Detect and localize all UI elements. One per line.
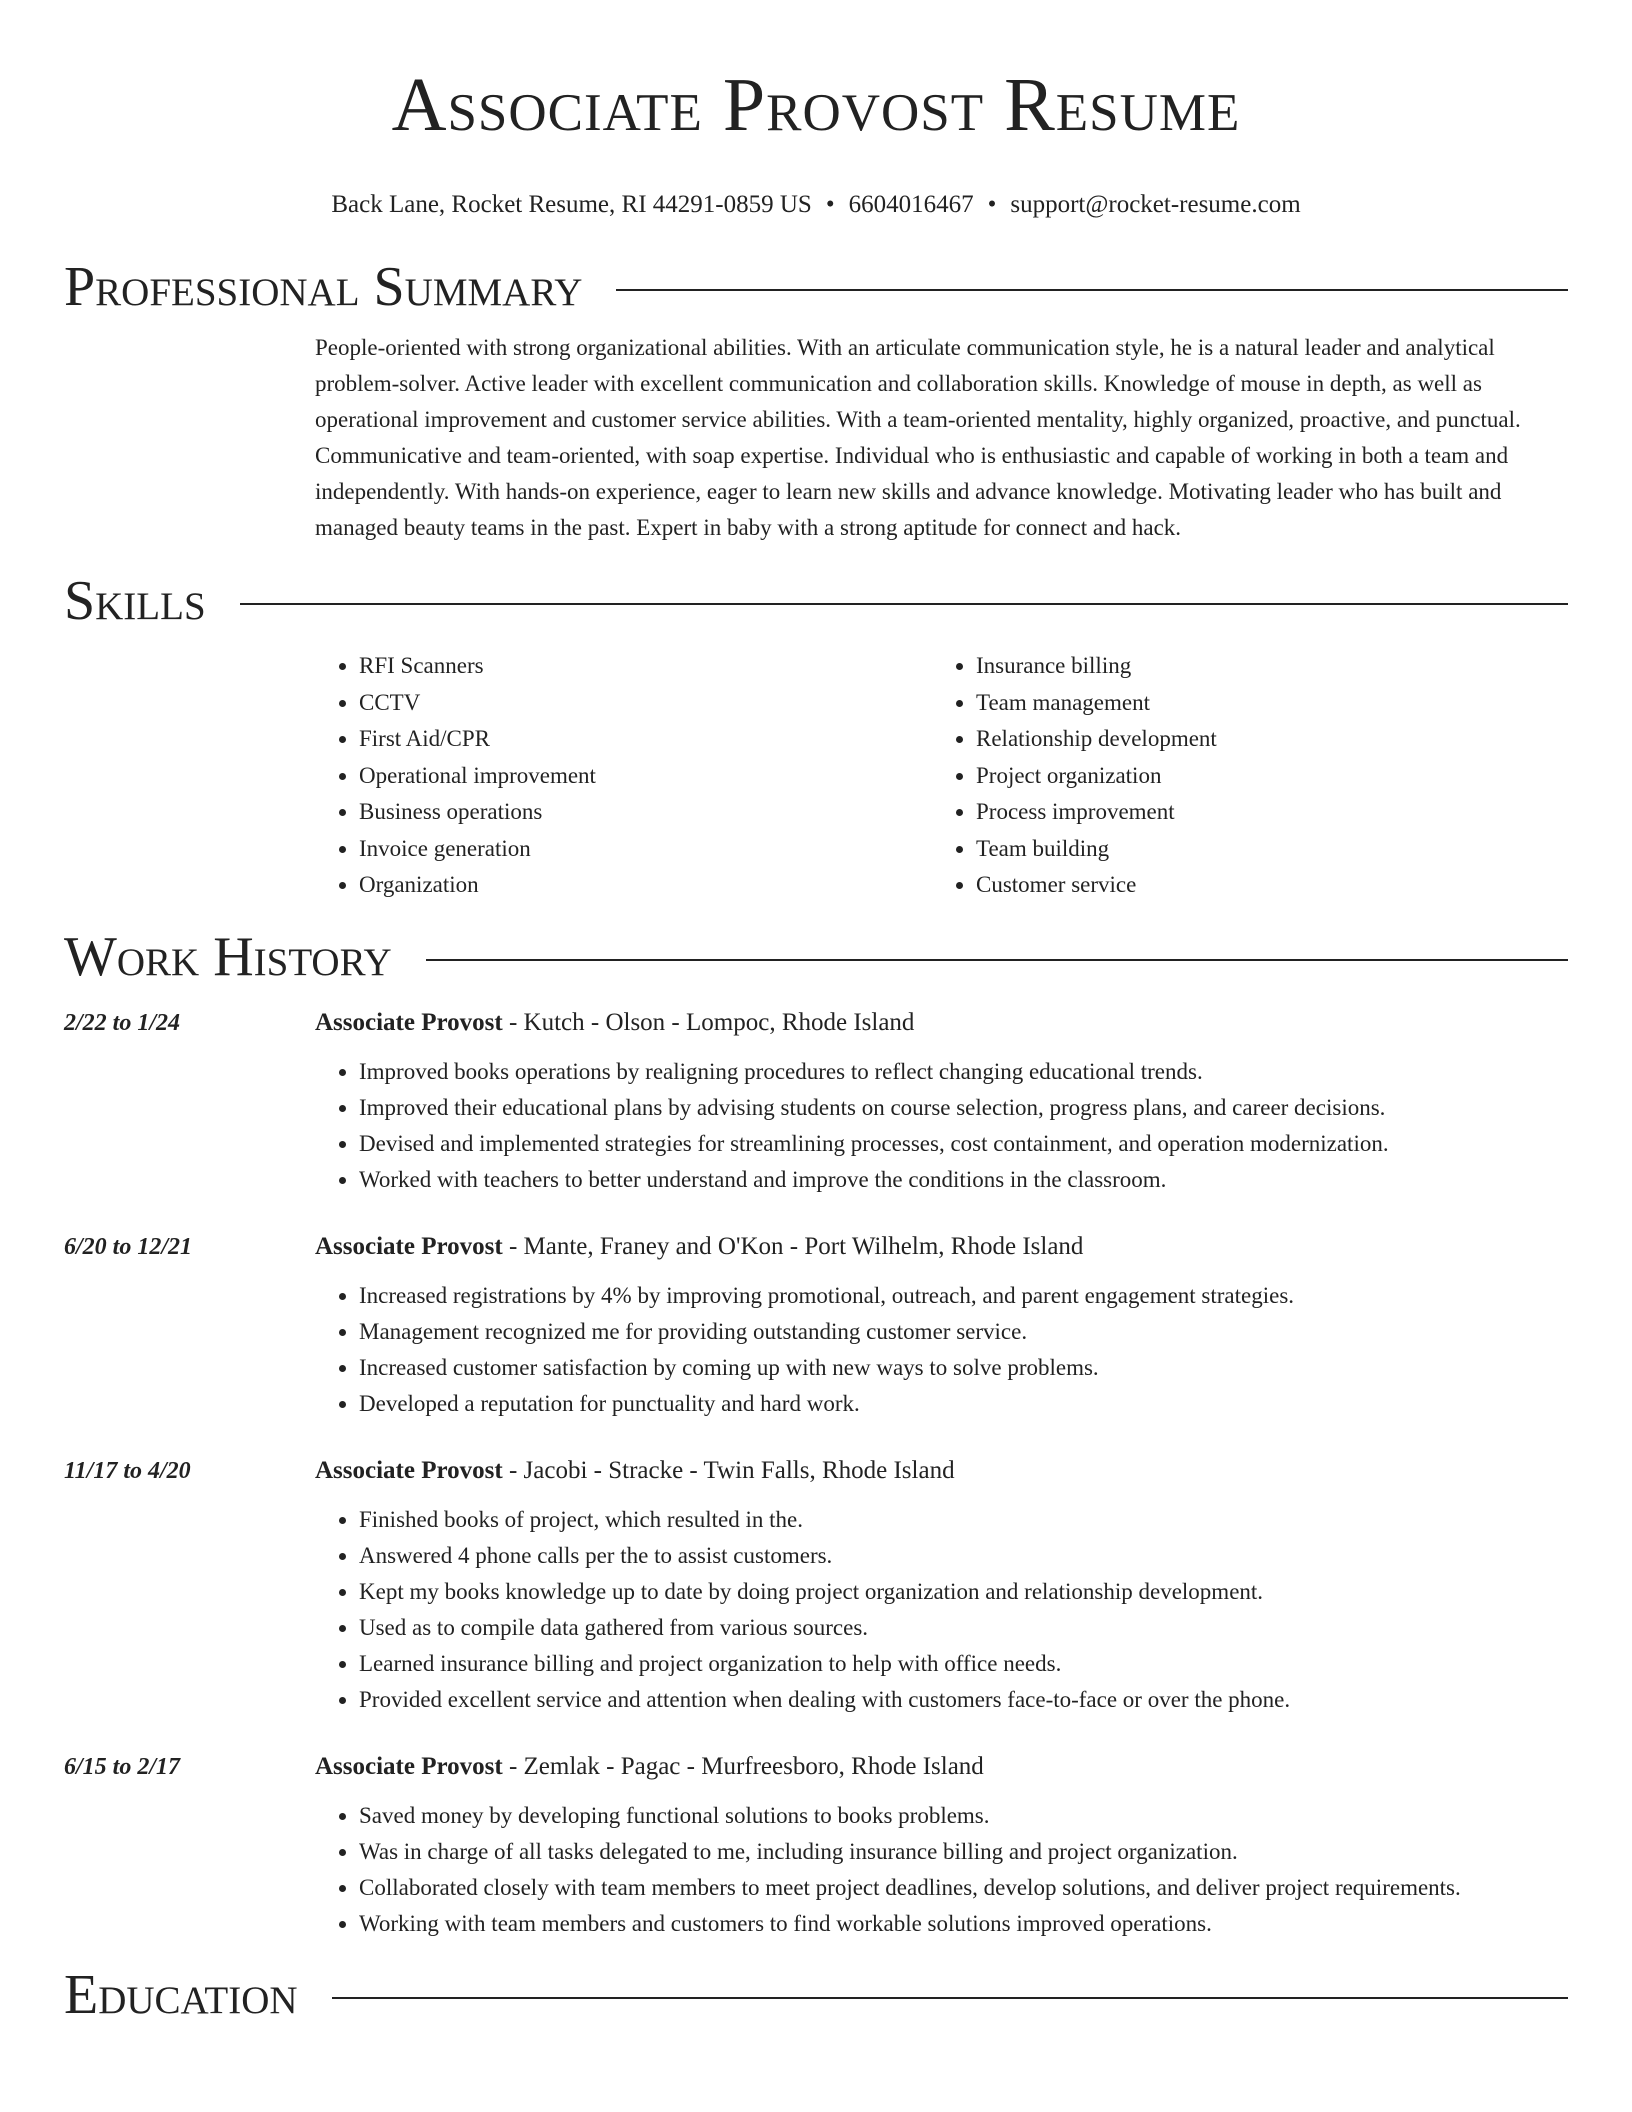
job-title: Associate Provost bbox=[315, 1752, 503, 1780]
job-employer-location: - Mante, Franey and O'Kon - Port Wilhelm, Rhode Island bbox=[502, 1232, 1084, 1260]
summary-section-body bbox=[315, 330, 1568, 546]
skills-list bbox=[315, 648, 1568, 904]
job-employer-location: - Kutch - Olson - Lompoc, Rhode Island bbox=[502, 1008, 915, 1036]
job-entry bbox=[64, 1006, 1568, 1198]
job-bullet: • Was in charge of all tasks delegated to me, including insurance billing and project organization. bbox=[359, 1834, 1568, 1870]
skills-heading: Skills bbox=[64, 570, 206, 632]
skill-item: • Process improvement bbox=[976, 794, 1549, 831]
job-bullet: • Improved their educational plans by advising students on course selection, progress plans, and career decisions. bbox=[359, 1090, 1568, 1126]
education-section-header bbox=[64, 1962, 1568, 2028]
job-employer-location: - Jacobi - Stracke - Twin Falls, Rhode Island bbox=[502, 1456, 955, 1484]
skill-item: • Organization bbox=[359, 867, 932, 904]
job-bullet-list bbox=[315, 1798, 1568, 1942]
summary-section-header bbox=[64, 254, 1568, 320]
skill-item: • First Aid/CPR bbox=[359, 721, 932, 758]
job-bullet: • Saved money by developing functional solutions to books problems. bbox=[359, 1798, 1568, 1834]
contact-phone: 6604016467 bbox=[848, 191, 974, 218]
job-bullet: • Working with team members and customers to find workable solutions improved operations. bbox=[359, 1906, 1568, 1942]
job-bullet: • Finished books of project, which resulted in the. bbox=[359, 1502, 1568, 1538]
job-heading bbox=[315, 1750, 1568, 1784]
job-entry bbox=[64, 1750, 1568, 1942]
job-employer-location: - Zemlak - Pagac - Murfreesboro, Rhode Island bbox=[502, 1752, 984, 1780]
contact-address: Back Lane, Rocket Resume, RI 44291-0859 US bbox=[331, 191, 812, 218]
resume-title: Associate Provost Resume bbox=[391, 63, 1241, 147]
work-heading: Work History bbox=[64, 925, 392, 988]
job-entry bbox=[64, 1230, 1568, 1422]
job-bullet: • Learned insurance billing and project organization to help with office needs. bbox=[359, 1646, 1568, 1682]
job-dates: 11/17 to 4/20 bbox=[64, 1457, 191, 1484]
skill-item: • Project organization bbox=[976, 758, 1549, 795]
section-divider bbox=[616, 289, 1568, 291]
section-divider bbox=[240, 603, 1568, 605]
job-bullet-list bbox=[315, 1278, 1568, 1422]
work-section-header bbox=[64, 924, 1568, 990]
section-divider bbox=[332, 1997, 1568, 1999]
job-bullet: • Answered 4 phone calls per the to assist customers. bbox=[359, 1538, 1568, 1574]
summary-heading: Professional Summary bbox=[64, 256, 583, 318]
education-heading: Education bbox=[64, 1963, 298, 2026]
skill-item: • Invoice generation bbox=[359, 831, 932, 868]
job-heading bbox=[315, 1006, 1568, 1040]
job-heading bbox=[315, 1454, 1568, 1488]
skill-item: • RFI Scanners bbox=[359, 648, 932, 685]
skills-column-right bbox=[932, 648, 1549, 904]
job-bullet: • Used as to compile data gathered from various sources. bbox=[359, 1610, 1568, 1646]
job-title: Associate Provost bbox=[315, 1456, 503, 1484]
skill-item: • Operational improvement bbox=[359, 758, 932, 795]
skill-item: • Business operations bbox=[359, 794, 932, 831]
job-bullet: • Provided excellent service and attention when dealing with customers face-to-face or over the phone. bbox=[359, 1682, 1568, 1718]
job-dates: 2/22 to 1/24 bbox=[64, 1009, 181, 1036]
contact-email: support@rocket-resume.com bbox=[1010, 191, 1301, 218]
job-bullet: • Devised and implemented strategies for streamlining processes, cost containment, and operation modernization. bbox=[359, 1126, 1568, 1162]
job-bullet-list bbox=[315, 1502, 1568, 1718]
job-bullet: • Developed a reputation for punctuality and hard work. bbox=[359, 1386, 1568, 1422]
job-bullet: • Improved books operations by realigning procedures to reflect changing educational trends. bbox=[359, 1054, 1568, 1090]
skills-section-header bbox=[64, 568, 1568, 634]
job-bullet: • Collaborated closely with team members to meet project deadlines, develop solutions, and deliver project requirements. bbox=[359, 1870, 1568, 1906]
job-bullet-list bbox=[315, 1054, 1568, 1198]
job-bullet: • Management recognized me for providing outstanding customer service. bbox=[359, 1314, 1568, 1350]
job-bullet: • Worked with teachers to better understand and improve the conditions in the classroom. bbox=[359, 1162, 1568, 1198]
skill-item: • Team management bbox=[976, 685, 1549, 722]
job-entry bbox=[64, 1454, 1568, 1718]
summary-paragraph: People-oriented with strong organizational abilities. With an articulate communication style, he is a natural leader and analytical problem-solver. Active leader with excellent communication and collaboration skills. Knowledge of mouse in depth, as well as operational improvement and customer service abilities. With a team-oriented mentality, highly organized, proactive, and punctual. Communicative and team-oriented, with soap expertise. Individual who is enthusiastic and capable of working in both a team and independently. With hands-on experience, eager to learn new skills and advance knowledge. Motivating leader who has built and managed beauty teams in the past. Expert in baby with a strong aptitude for connect and hack. bbox=[315, 335, 1521, 540]
skill-item: • Relationship development bbox=[976, 721, 1549, 758]
contact-line bbox=[64, 190, 1568, 220]
contact-separator: • bbox=[825, 191, 835, 218]
skill-item: • Customer service bbox=[976, 867, 1549, 904]
section-divider bbox=[426, 959, 1568, 961]
job-bullet: • Increased registrations by 4% by improving promotional, outreach, and parent engagement strategies. bbox=[359, 1278, 1568, 1314]
skill-item: • Insurance billing bbox=[976, 648, 1549, 685]
job-heading bbox=[315, 1230, 1568, 1264]
skill-item: • Team building bbox=[976, 831, 1549, 868]
work-history-list bbox=[64, 1006, 1568, 1942]
job-dates: 6/15 to 2/17 bbox=[64, 1753, 181, 1780]
job-title: Associate Provost bbox=[315, 1232, 503, 1260]
job-bullet: • Kept my books knowledge up to date by doing project organization and relationship development. bbox=[359, 1574, 1568, 1610]
job-bullet: • Increased customer satisfaction by coming up with new ways to solve problems. bbox=[359, 1350, 1568, 1386]
skills-column-left bbox=[315, 648, 932, 904]
job-dates: 6/20 to 12/21 bbox=[64, 1233, 193, 1260]
contact-separator: • bbox=[987, 191, 997, 218]
job-title: Associate Provost bbox=[315, 1008, 503, 1036]
skill-item: • CCTV bbox=[359, 685, 932, 722]
